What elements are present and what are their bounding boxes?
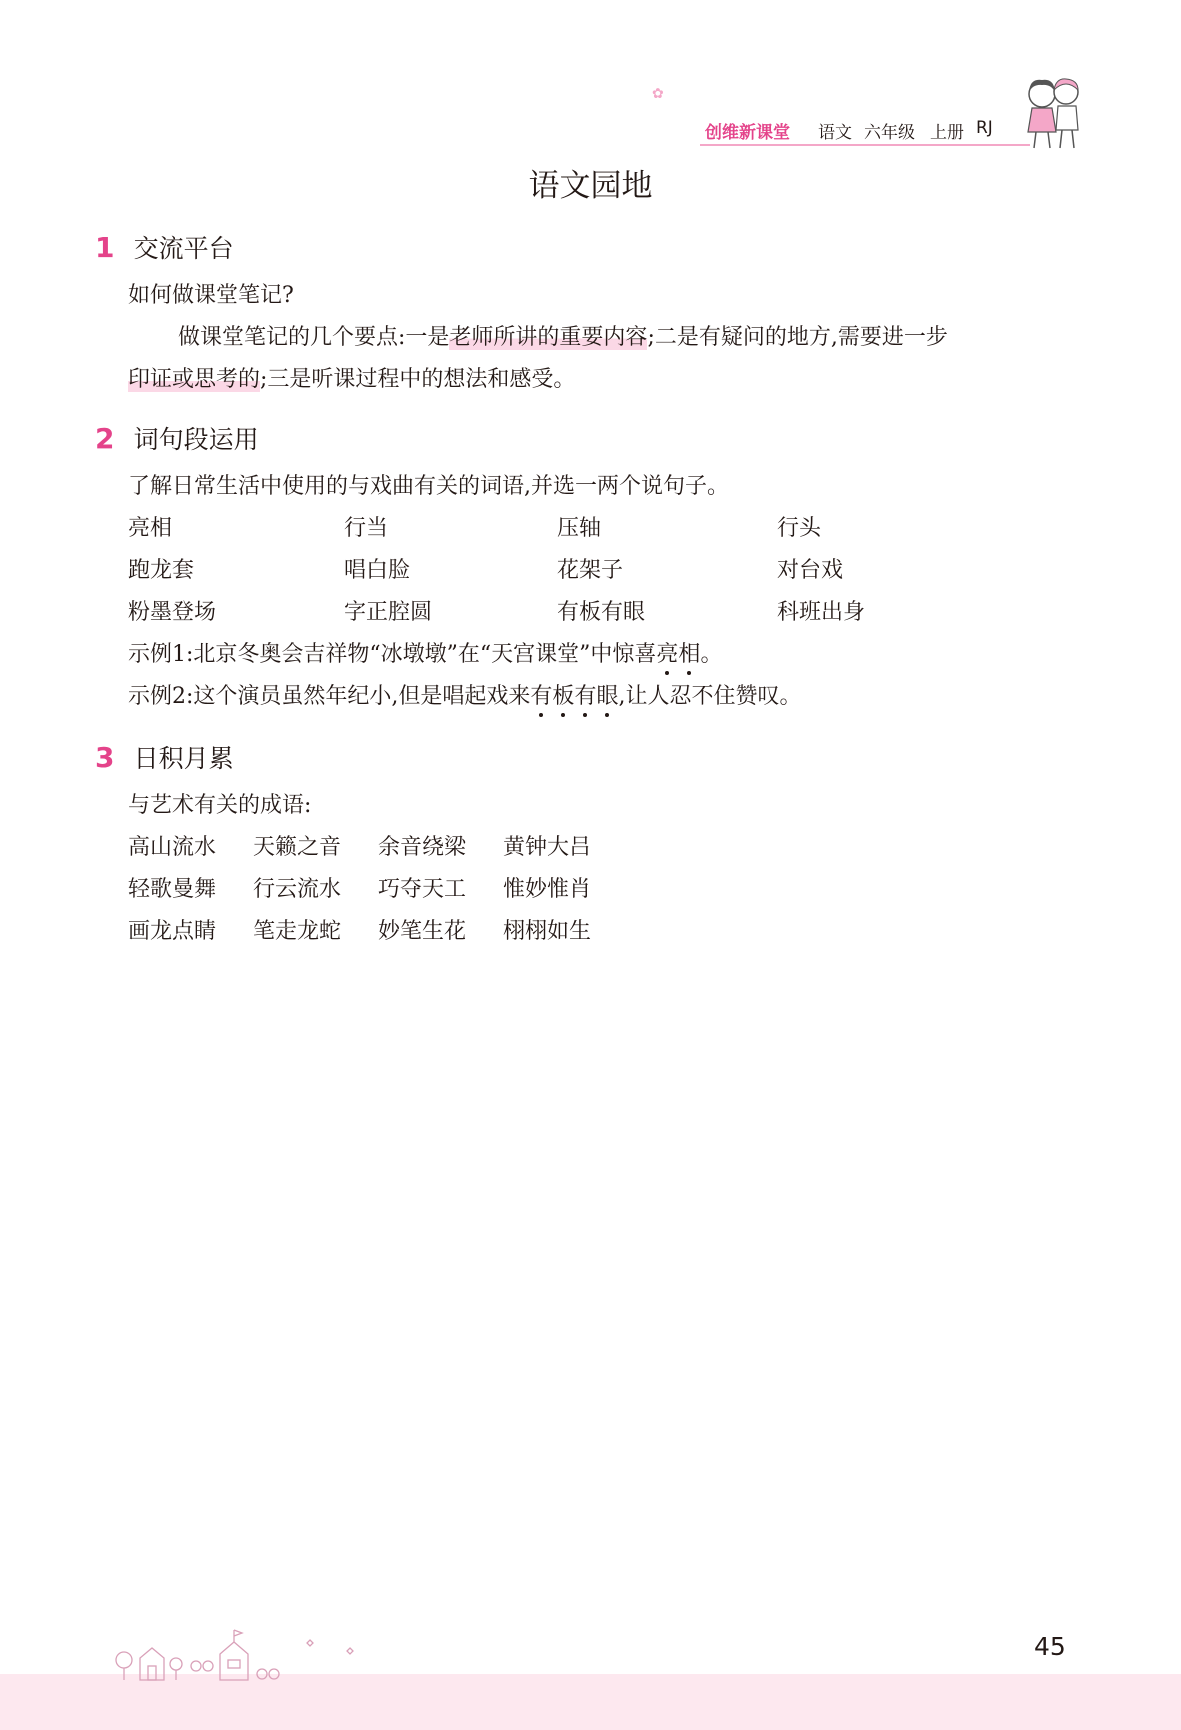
section-1-paragraph-line1 bbox=[178, 320, 1098, 351]
header-edition: RJ bbox=[976, 118, 993, 138]
word-item: 花架子 bbox=[557, 558, 624, 583]
highlight-text: 印证或思考的 bbox=[128, 367, 261, 392]
section-1-question: 如何做课堂笔记? bbox=[128, 283, 294, 308]
idiom-item: 画龙点睛 bbox=[128, 919, 217, 944]
idiom-item: 天籁之音 bbox=[253, 835, 342, 860]
emphasis-char: 眼 bbox=[596, 679, 618, 710]
page-number: 45 bbox=[1034, 1632, 1066, 1661]
idiom-item: 巧夺天工 bbox=[378, 877, 467, 902]
example-text: 示例1:北京冬奥会吉祥物“冰墩墩”在“天宫课堂”中惊喜 bbox=[128, 642, 657, 667]
para-text: 做课堂笔记的几个要点:一是 bbox=[178, 325, 450, 350]
idiom-item: 高山流水 bbox=[128, 835, 217, 860]
section-1-paragraph-line2 bbox=[128, 362, 575, 393]
idiom-item: 惟妙惟肖 bbox=[503, 877, 592, 902]
section-number: 3 bbox=[95, 741, 115, 774]
example-2 bbox=[128, 679, 801, 710]
header-subject: 语文 bbox=[818, 123, 852, 143]
header-underline bbox=[700, 144, 1030, 146]
section-number: 1 bbox=[95, 231, 115, 264]
highlight-text: 老师所讲的重要内容 bbox=[449, 325, 648, 350]
example-text: 。 bbox=[700, 642, 723, 667]
para-text: ;三是听课过程中的想法和感受。 bbox=[260, 367, 576, 392]
section-3-intro: 与艺术有关的成语: bbox=[128, 793, 312, 818]
town-illustration-icon bbox=[110, 1620, 370, 1682]
section-3-heading bbox=[95, 739, 234, 775]
section-2-intro: 了解日常生活中使用的与戏曲有关的词语,并选一两个说句子。 bbox=[128, 474, 729, 499]
word-item: 对台戏 bbox=[777, 558, 844, 583]
word-item: 行当 bbox=[344, 516, 389, 541]
emphasis-char: 有 bbox=[530, 679, 552, 710]
idiom-item: 行云流水 bbox=[253, 877, 342, 902]
example-text: ,让人忍不住赞叹。 bbox=[618, 684, 802, 709]
word-item: 粉墨登场 bbox=[128, 600, 217, 625]
kids-illustration-icon bbox=[1018, 72, 1090, 152]
footer-band bbox=[0, 1674, 1181, 1730]
word-item: 压轴 bbox=[557, 516, 602, 541]
flower-icon: ✿ bbox=[652, 86, 664, 102]
brand-name: 创维新课堂 bbox=[705, 123, 790, 143]
emphasis-char: 有 bbox=[574, 679, 596, 710]
emphasis-char: 相 bbox=[678, 637, 700, 668]
section-title: 词句段运用 bbox=[133, 425, 259, 454]
idiom-item: 栩栩如生 bbox=[503, 919, 592, 944]
header-volume: 上册 bbox=[930, 123, 964, 143]
header-grade: 六年级 bbox=[864, 123, 915, 143]
word-item: 行头 bbox=[777, 516, 822, 541]
section-number: 2 bbox=[95, 422, 115, 455]
word-item: 字正腔圆 bbox=[344, 600, 433, 625]
idiom-item: 轻歌曼舞 bbox=[128, 877, 217, 902]
page-title: 语文园地 bbox=[528, 168, 653, 204]
emphasis-char: 板 bbox=[552, 679, 574, 710]
section-2-heading bbox=[95, 420, 259, 456]
page-header bbox=[640, 72, 1085, 152]
emphasis-char: 亮 bbox=[656, 637, 678, 668]
idiom-item: 黄钟大吕 bbox=[503, 835, 592, 860]
example-1 bbox=[128, 637, 722, 668]
word-item: 亮相 bbox=[128, 516, 173, 541]
word-item: 有板有眼 bbox=[557, 600, 646, 625]
idiom-item: 余音绕梁 bbox=[378, 835, 467, 860]
idiom-item: 妙笔生花 bbox=[378, 919, 467, 944]
section-1-heading bbox=[95, 229, 234, 265]
word-item: 科班出身 bbox=[777, 600, 866, 625]
section-title: 交流平台 bbox=[133, 234, 234, 263]
word-item: 跑龙套 bbox=[128, 558, 195, 583]
example-text: 示例2:这个演员虽然年纪小,但是唱起戏来 bbox=[128, 684, 531, 709]
section-title: 日积月累 bbox=[133, 744, 234, 773]
para-text: ;二是有疑问的地方,需要进一步 bbox=[647, 325, 948, 350]
idiom-item: 笔走龙蛇 bbox=[253, 919, 342, 944]
word-item: 唱白脸 bbox=[344, 558, 411, 583]
